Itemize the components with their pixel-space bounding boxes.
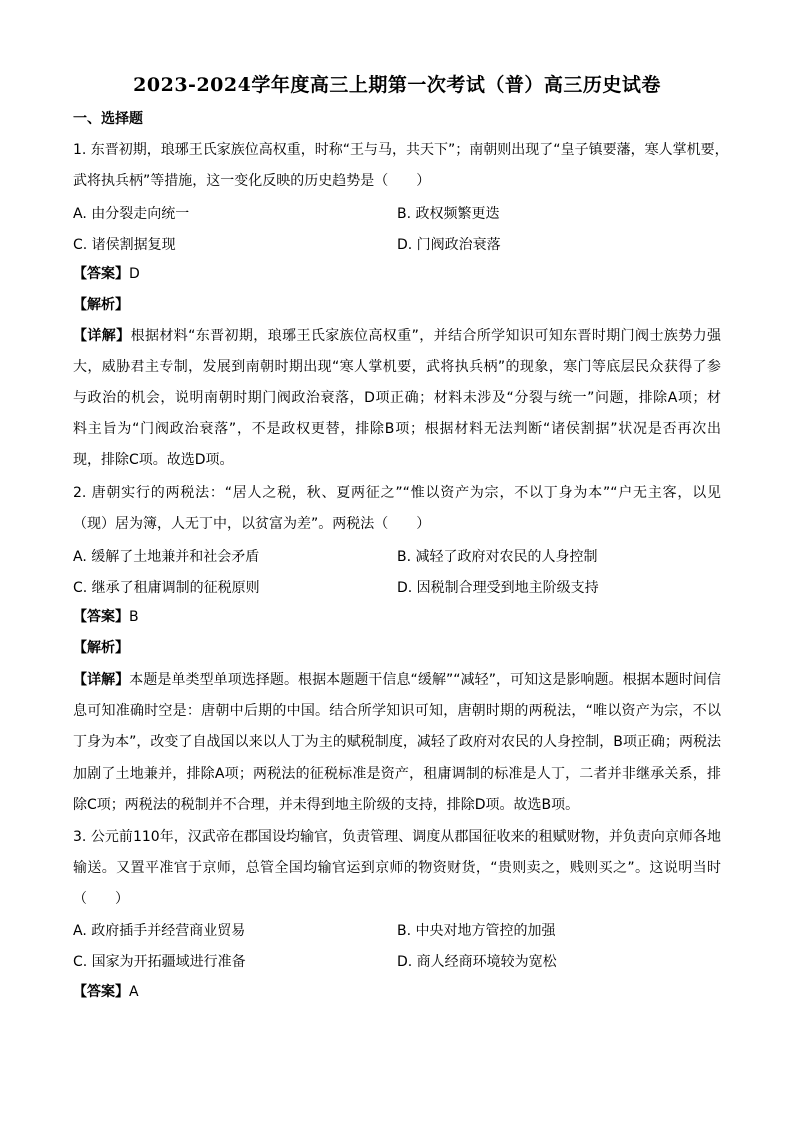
question-1-detail-line-4: 料主旨为“门阀政治衰落”，不是政权更替，排除B项；根据材料无法判断“诸侯割据”状况是否再次出 — [73, 421, 721, 437]
question-2-detail-line-4: 加剧了土地兼并，排除A项；两税法的征税标准是资产，租庸调制的标准是人丁，二者并非继承关系，排 — [73, 766, 721, 782]
question-2-detail-line-2: 息可知准确时空是：唐朝中后期的中国。结合所学知识可知，唐朝时期的两税法，“唯以资产为宗，不以 — [73, 703, 721, 719]
question-3-option-b: B. 中央对地方管控的加强 — [397, 923, 556, 939]
answer-value: B — [129, 609, 139, 625]
question-2-option-b: B. 减轻了政府对农民的人身控制 — [397, 549, 598, 565]
question-2-stem-line-2: （现）居为簿，人无丁中，以贫富为差”。两税法（ ） — [73, 516, 431, 532]
question-1-detail-line-1: 【详解】根据材料“东晋初期，琅琊王氏家族位高权重”，并结合所学知识可知东晋时期门阀士族势力强 — [73, 328, 721, 344]
question-1-analysis-tag: 【解析】 — [73, 297, 129, 313]
question-2-detail-line-1: 【详解】本题是单类型单项选择题。根据本题题干信息“缓解”“减轻”，可知这是影响题。根据本题时间信 — [73, 672, 721, 688]
question-1-detail-line-3: 与政治的机会，说明南朝时期门阀政治衰落，D项正确；材料未涉及“分裂与统一”问题，排除A项；材 — [73, 390, 721, 406]
question-3-stem-line-2: 输送。又置平准官于京师，总管全国均输官运到京师的物资财货，“贵则卖之，贱则买之”。这说明当时 — [73, 860, 721, 876]
question-3-option-a: A. 政府插手并经营商业贸易 — [73, 923, 246, 939]
answer-value: A — [129, 984, 139, 1000]
question-3-option-c: C. 国家为开拓疆域进行准备 — [73, 954, 246, 970]
question-3-option-d: D. 商人经商环境较为宽松 — [397, 954, 557, 970]
question-2-option-a: A. 缓解了土地兼并和社会矛盾 — [73, 549, 260, 565]
question-1-detail-line-2: 大，威胁君主专制，发展到南朝时期出现“寒人掌机要，武将执兵柄”的现象，寒门等底层民众获得了参 — [73, 359, 721, 375]
question-3-answer — [73, 982, 139, 1002]
question-2-option-d: D. 因税制合理受到地主阶级支持 — [397, 580, 599, 596]
question-1-stem-line-1: 1. 东晋初期，琅琊王氏家族位高权重，时称“王与马，共天下”；南朝则出现了“皇子镇要藩，寒人掌机要， — [73, 142, 729, 158]
question-2-option-c: C. 继承了租庸调制的征税原则 — [73, 580, 260, 596]
question-2-analysis-tag: 【解析】 — [73, 640, 129, 656]
question-1-option-d: D. 门阀政治衰落 — [397, 237, 501, 253]
question-1-option-b: B. 政权频繁更迭 — [397, 206, 500, 222]
question-2-stem-line-1: 2. 唐朝实行的两税法：“居人之税，秋、夏两征之”“惟以资产为宗，不以丁身为本”“户无主客，以见 — [73, 485, 721, 501]
question-1-option-c: C. 诸侯割据复现 — [73, 237, 176, 253]
question-2-answer — [73, 607, 139, 627]
section-heading: 一、选择题 — [73, 111, 143, 127]
question-2-detail-line-3: 丁身为本”，改变了自战国以来以人丁为主的赋税制度，减轻了政府对农民的人身控制，B项正确；两税法 — [73, 734, 721, 750]
answer-tag: 【答案】 — [73, 984, 129, 1000]
question-3-stem-line-3: （ ） — [73, 891, 129, 907]
page-title: 2023-2024学年度高三上期第一次考试（普）高三历史试卷 — [133, 74, 661, 96]
answer-tag: 【答案】 — [73, 266, 129, 282]
question-1-detail-line-5: 现，排除C项。故选D项。 — [73, 452, 234, 468]
question-1-answer — [73, 264, 140, 284]
question-1-option-a: A. 由分裂走向统一 — [73, 206, 190, 222]
question-1-stem-line-2: 武将执兵柄”等措施，这一变化反映的历史趋势是（ ） — [73, 173, 431, 189]
question-3-stem-line-1: 3. 公元前110年，汉武帝在郡国设均输官，负责管理、调度从郡国征收来的租赋财物，并负责向京师各地 — [73, 829, 721, 845]
question-2-detail-line-5: 除C项；两税法的税制并不合理，并未得到地主阶级的支持，排除D项。故选B项。 — [73, 797, 580, 813]
answer-value: D — [129, 266, 140, 282]
answer-tag: 【答案】 — [73, 609, 129, 625]
